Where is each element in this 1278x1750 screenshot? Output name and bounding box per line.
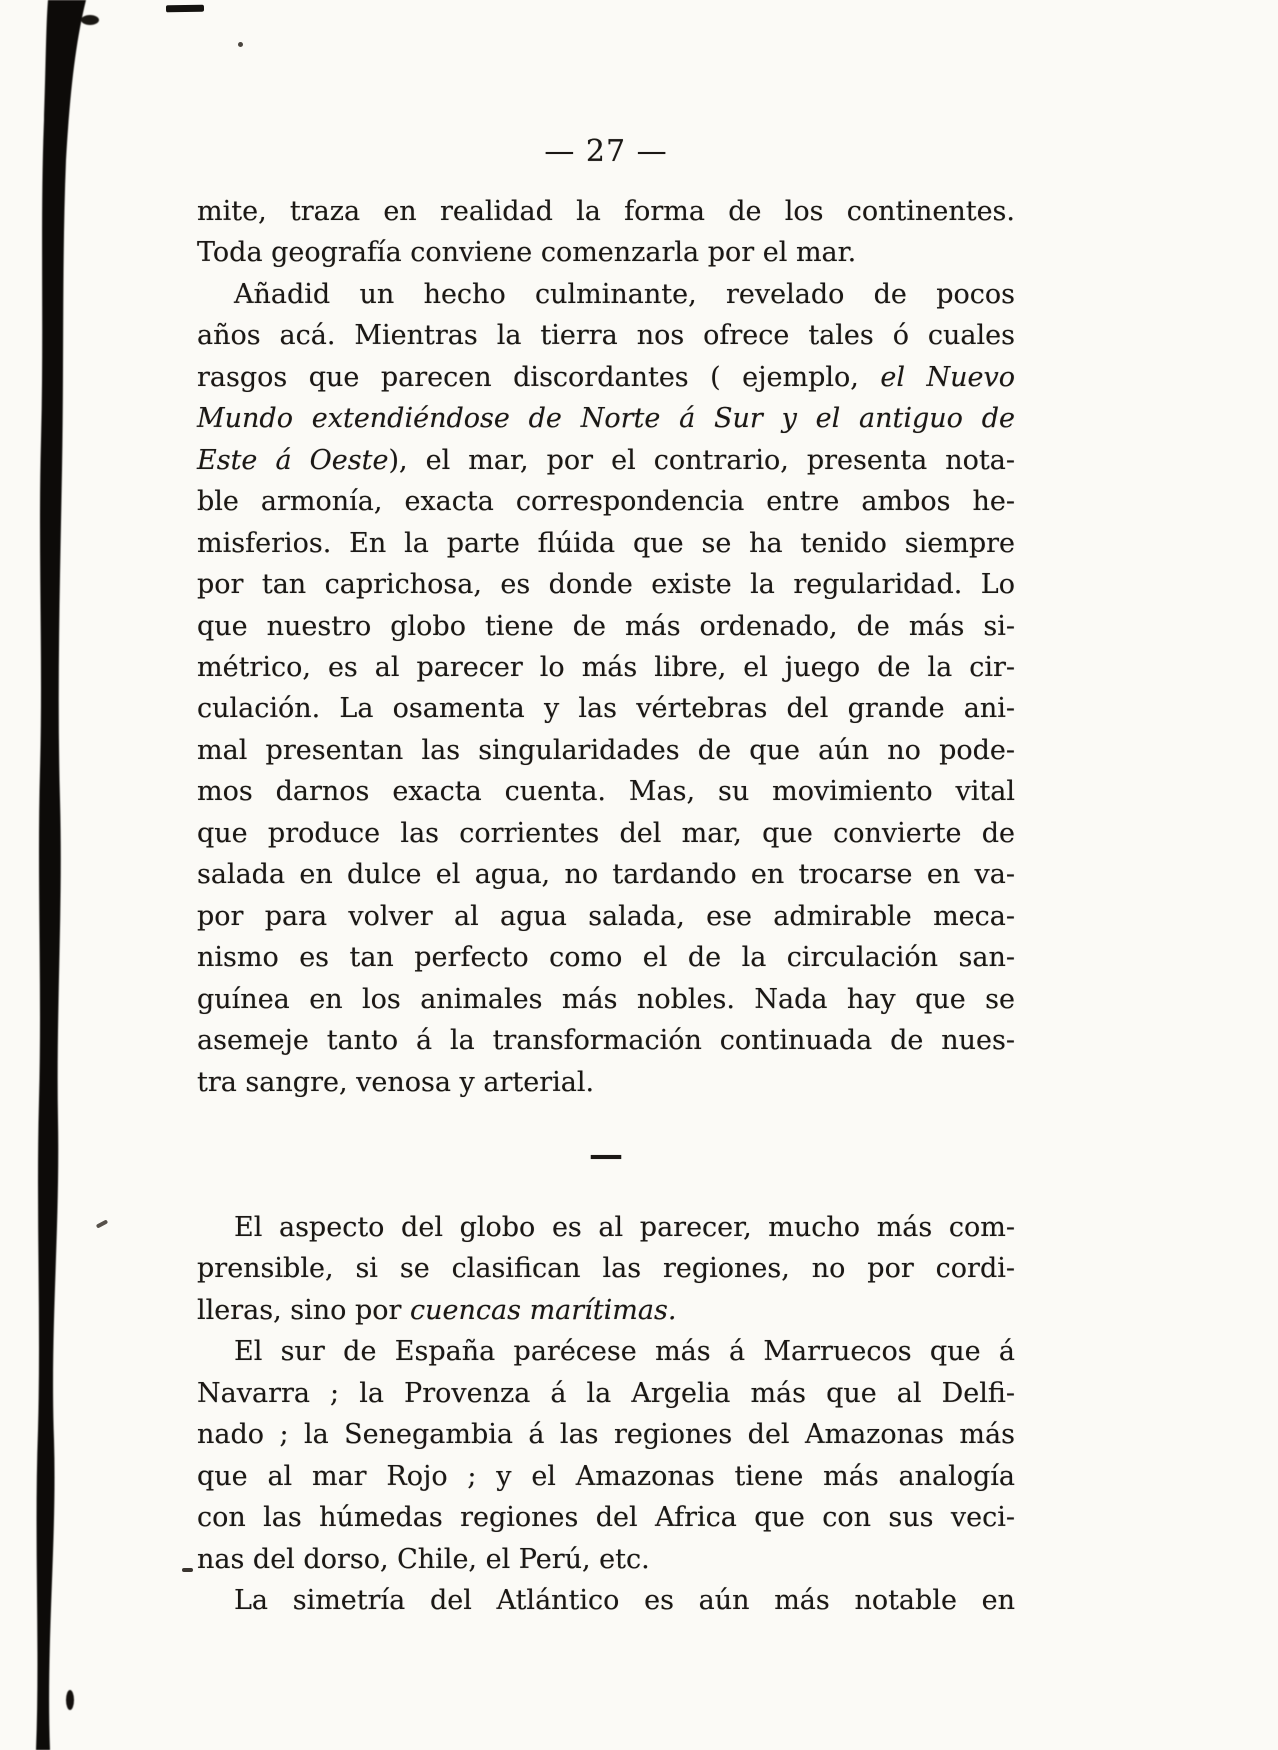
text-line	[197, 979, 1015, 1020]
page-number: — 27 —	[544, 134, 668, 169]
text-segment: lleras, sino por	[197, 1294, 411, 1326]
section-separator	[197, 1103, 1015, 1207]
text-line	[197, 564, 1015, 605]
text-line	[197, 730, 1015, 771]
text-line	[197, 523, 1015, 564]
text-segment: años acá. Mientras la tierra nos ofrece tales ó cuales	[197, 320, 1015, 352]
text-line	[197, 1497, 1015, 1538]
text-segment: asemeje tanto á la transformación continuada de nues-	[197, 1025, 1015, 1057]
text-segment: guínea en los animales más nobles. Nada hay que se	[197, 983, 1015, 1015]
paragraph-block-2	[197, 1207, 1015, 1622]
text-segment: tra sangre, venosa y arterial.	[197, 1066, 595, 1098]
text-line	[197, 481, 1015, 522]
text-segment: métrico, es al parecer lo más libre, el juego de la cir-	[197, 651, 1015, 683]
text-segment: por tan caprichosa, es donde existe la regularidad. Lo	[197, 569, 1015, 601]
text-segment: El sur de España parécese más á Marruecos que á	[234, 1336, 1015, 1368]
separator-dash: —	[589, 1134, 623, 1175]
text-segment: Navarra ; la Provenza á la Argelia más que al Delfi-	[197, 1377, 1015, 1409]
text-segment: cuencas marítimas.	[410, 1294, 677, 1326]
text-line	[197, 1414, 1015, 1455]
text-line	[197, 1062, 1015, 1103]
text-segment: Toda geografía conviene comenzarla por el mar.	[197, 237, 857, 269]
paragraph-block-1	[197, 191, 1015, 1103]
text-segment: prensible, si se clasifican las regiones, no por cordi-	[197, 1253, 1015, 1285]
text-segment: mos darnos exacta cuenta. Mas, su movimiento vital	[197, 776, 1015, 808]
text-segment: La simetría del Atlántico es aún más notable en	[234, 1585, 1015, 1617]
text-segment: Este á Oeste	[197, 444, 389, 476]
text-line	[197, 274, 1015, 315]
text-segment: con las húmedas regiones del Africa que con sus veci-	[197, 1502, 1015, 1534]
text-segment: misferios. En la parte flúida que se ha tenido siempre	[197, 527, 1015, 559]
text-line	[197, 191, 1015, 232]
book-binding-shadow	[0, 0, 110, 1750]
text-line	[197, 1373, 1015, 1414]
text-line	[197, 357, 1015, 398]
text-line	[197, 813, 1015, 854]
text-segment: Mundo extendiéndose de Norte á Sur y el antiguo de	[197, 403, 1015, 435]
text-line	[197, 315, 1015, 356]
text-segment: que produce las corrientes del mar, que convierte de	[197, 817, 1015, 849]
text-line	[197, 937, 1015, 978]
text-segment: que al mar Rojo ; y el Amazonas tiene más analogía	[197, 1460, 1015, 1492]
text-line	[197, 854, 1015, 895]
text-line	[197, 606, 1015, 647]
text-line	[197, 1456, 1015, 1497]
scan-artifact-hyphen-mark	[182, 1568, 193, 1572]
text-segment: mite, traza en realidad la forma de los continentes.	[197, 196, 1015, 227]
text-segment: nado ; la Senegambia á las regiones del Amazonas más	[197, 1419, 1015, 1451]
text-line	[197, 1207, 1015, 1248]
text-line	[197, 771, 1015, 812]
scan-artifact-top-dash	[166, 5, 204, 13]
text-segment: que nuestro globo tiene de más ordenado, de más si-	[197, 610, 1015, 642]
text-segment: Añadid un hecho culminante, revelado de pocos	[234, 278, 1015, 310]
text-segment: salada en dulce el agua, no tardando en trocarse en va-	[197, 859, 1015, 891]
text-line	[197, 647, 1015, 688]
text-line	[197, 232, 1015, 273]
text-segment: culación. La osamenta y las vértebras del grande ani-	[197, 693, 1015, 725]
text-segment: ), el mar, por el contrario, presenta nota-	[388, 444, 1015, 476]
text-line	[197, 1539, 1015, 1580]
text-line	[197, 1580, 1015, 1621]
text-line	[197, 440, 1015, 481]
scan-artifact-speck	[238, 42, 243, 47]
text-segment: El aspecto del globo es al parecer, mucho más com-	[234, 1211, 1015, 1243]
text-line	[197, 1248, 1015, 1289]
text-line	[197, 1331, 1015, 1372]
text-segment: mal presentan las singularidades de que aún no pode-	[197, 734, 1015, 766]
text-segment: nismo es tan perfecto como el de la circulación san-	[197, 942, 1015, 974]
text-column	[197, 191, 1015, 1622]
text-segment: rasgos que parecen discordantes ( ejemplo,	[197, 361, 881, 393]
text-segment: el Nuevo	[880, 361, 1015, 393]
text-line	[197, 1020, 1015, 1061]
text-segment: por para volver al agua salada, ese admirable meca-	[197, 900, 1015, 932]
text-line	[197, 688, 1015, 729]
text-segment: nas del dorso, Chile, el Perú, etc.	[197, 1543, 650, 1575]
text-line	[197, 1290, 1015, 1331]
text-line	[197, 398, 1015, 439]
text-segment: ble armonía, exacta correspondencia entre ambos he-	[197, 486, 1015, 518]
text-line	[197, 896, 1015, 937]
